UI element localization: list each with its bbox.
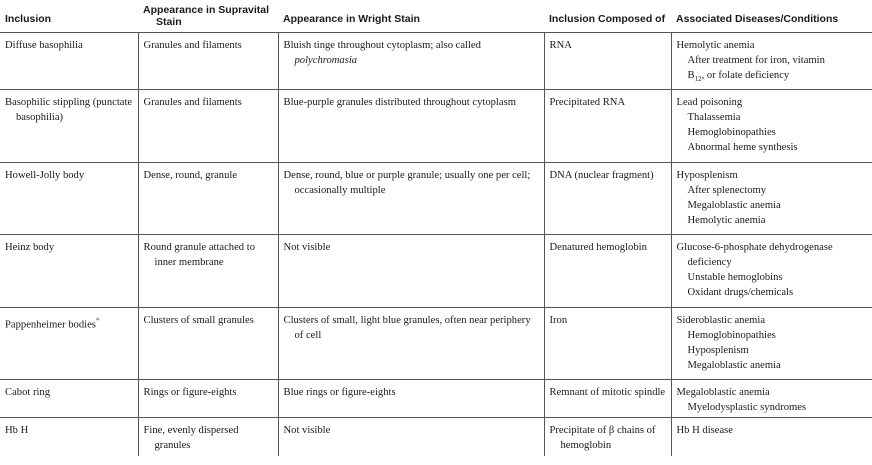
header-supravital-line2: Stain bbox=[156, 16, 182, 28]
disease-item: Hemolytic anemia bbox=[687, 215, 766, 226]
disease-item: Hemoglobinopathies bbox=[687, 330, 776, 341]
cell-inclusion: Hb H bbox=[0, 418, 138, 456]
table-row bbox=[0, 308, 872, 380]
disease-item: Hyposplenism bbox=[687, 345, 749, 356]
disease-text: B bbox=[687, 70, 695, 81]
cell-inclusion: Diffuse basophilia bbox=[0, 33, 138, 90]
cell-inclusion bbox=[0, 90, 138, 163]
cell-diseases bbox=[671, 380, 872, 418]
cell-supravital bbox=[138, 235, 278, 308]
cell-wright-text: Clusters of small, light blue granules, often near periphery of cell bbox=[283, 315, 531, 341]
disease-item: Megaloblastic anemia bbox=[687, 200, 781, 211]
cell-supravital: Rings or figure-eights bbox=[138, 380, 278, 418]
disease-item: Abnormal heme synthesis bbox=[687, 142, 798, 153]
cell-inclusion bbox=[0, 308, 138, 380]
cell-diseases bbox=[671, 308, 872, 380]
disease-text: , or folate deficiency bbox=[701, 70, 790, 81]
cell-inclusion: Cabot ring bbox=[0, 380, 138, 418]
cell-composed-text: Precipitate of β chains of hemoglobin bbox=[549, 425, 656, 451]
cell-composed bbox=[544, 163, 671, 235]
header-supravital bbox=[138, 0, 278, 33]
disease-item: Oxidant drugs/chemicals bbox=[687, 287, 794, 298]
cell-supravital-text: Fine, evenly dispersed granules bbox=[143, 425, 239, 451]
cell-composed: Iron bbox=[544, 308, 671, 380]
disease-item: Hb H disease bbox=[676, 425, 733, 436]
cell-wright bbox=[278, 90, 544, 163]
cell-wright: Not visible bbox=[278, 235, 544, 308]
cell-wright-text: Blue-purple granules distributed throughout cytoplasm bbox=[283, 97, 516, 108]
cell-supravital bbox=[138, 418, 278, 456]
cell-wright bbox=[278, 33, 544, 90]
cell-wright: Not visible bbox=[278, 418, 544, 456]
disease-item: Hyposplenism bbox=[676, 170, 738, 181]
table-row bbox=[0, 90, 872, 163]
header-diseases: Associated Diseases/Conditions bbox=[671, 0, 872, 33]
cell-composed: RNA bbox=[544, 33, 671, 90]
cell-diseases bbox=[671, 90, 872, 163]
header-composed: Inclusion Composed of bbox=[544, 0, 671, 33]
cell-diseases bbox=[671, 235, 872, 308]
table-row bbox=[0, 418, 872, 456]
cell-supravital: Granules and filaments bbox=[138, 90, 278, 163]
disease-item: After splenectomy bbox=[687, 185, 767, 196]
cell-inclusion: Howell-Jolly body bbox=[0, 163, 138, 235]
disease-item: Hemolytic anemia bbox=[676, 40, 755, 51]
cell-wright: Blue rings or figure-eights bbox=[278, 380, 544, 418]
cell-wright-emphasis: polychromasia bbox=[294, 55, 358, 66]
cell-composed: Denatured hemoglobin bbox=[544, 235, 671, 308]
disease-item: Thalassemia bbox=[687, 112, 741, 123]
disease-item: Hemoglobinopathies bbox=[687, 127, 776, 138]
cell-wright bbox=[278, 163, 544, 235]
disease-item: Sideroblastic anemia bbox=[676, 315, 766, 326]
cell-composed: Precipitated RNA bbox=[544, 90, 671, 163]
disease-item: Lead poisoning bbox=[676, 97, 743, 108]
table-row bbox=[0, 163, 872, 235]
cell-composed bbox=[544, 380, 671, 418]
cell-inclusion-text: Basophilic stippling (punctate basophilia) bbox=[5, 97, 133, 123]
cell-supravital: Clusters of small granules bbox=[138, 308, 278, 380]
header-row bbox=[0, 0, 872, 33]
disease-subscript: 12 bbox=[694, 75, 702, 84]
table-header bbox=[0, 0, 872, 33]
disease-item bbox=[677, 68, 869, 87]
cell-composed bbox=[544, 418, 671, 456]
table-row bbox=[0, 33, 872, 90]
disease-item: Glucose-6-phosphate dehydrogenase deficiency bbox=[676, 242, 833, 268]
cell-wright bbox=[278, 308, 544, 380]
cell-inclusion-text: Pappenheimer bodies bbox=[5, 319, 96, 331]
disease-item: Unstable hemoglobins bbox=[687, 272, 783, 283]
header-supravital-line1: Appearance in Supravital bbox=[143, 4, 270, 16]
disease-item: Megaloblastic anemia bbox=[687, 360, 781, 371]
cell-supravital: Dense, round, granule bbox=[138, 163, 278, 235]
disease-item: Megaloblastic anemia bbox=[676, 387, 770, 398]
cell-supravital-text: Round granule attached to inner membrane bbox=[143, 242, 255, 268]
cell-diseases bbox=[671, 418, 872, 456]
cell-wright-text: Bluish tinge throughout cytoplasm; also called bbox=[283, 40, 481, 51]
table-row bbox=[0, 235, 872, 308]
cell-composed-text: DNA (nuclear fragment) bbox=[549, 170, 654, 181]
cell-diseases bbox=[671, 33, 872, 90]
cell-diseases bbox=[671, 163, 872, 235]
footnote-marker: * bbox=[95, 316, 100, 325]
header-wright: Appearance in Wright Stain bbox=[278, 0, 544, 33]
cell-composed-text: Remnant of mitotic spindle bbox=[549, 387, 666, 398]
cell-wright-text: Dense, round, blue or purple granule; usually one per cell; occasionally multiple bbox=[283, 170, 531, 196]
table-row bbox=[0, 380, 872, 418]
cell-supravital: Granules and filaments bbox=[138, 33, 278, 90]
cell-inclusion: Heinz body bbox=[0, 235, 138, 308]
disease-item: After treatment for iron, vitamin bbox=[687, 55, 825, 66]
disease-item: Myelodysplastic syndromes bbox=[687, 402, 807, 413]
header-inclusion: Inclusion bbox=[0, 0, 138, 33]
